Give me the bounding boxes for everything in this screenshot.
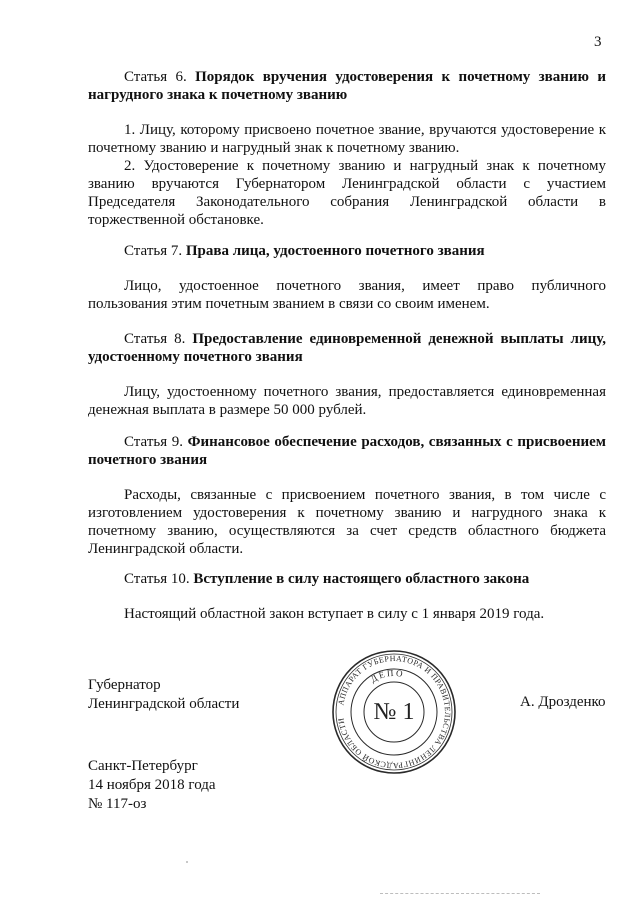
article-6-paragraph-1: 1. Лицу, которому присвоено почетное звание, вручаются удостоверение к почетному званию и нагрудный знак к почетному званию. bbox=[88, 122, 606, 156]
article-6-title bbox=[88, 68, 606, 104]
document-date: 14 ноября 2018 года bbox=[88, 777, 216, 793]
article-7-paragraph-1: Лицо, удостоенное почетного звания, имеет право публичного пользования этим почетным званием в связи со своим именем. bbox=[88, 278, 606, 312]
article-8-name: Предоставление единовременной денежной выплаты лицу, удостоенному почетного звания bbox=[88, 331, 606, 365]
signature-position bbox=[88, 676, 239, 714]
article-7-title bbox=[88, 242, 606, 260]
stamp-ring-textpath: АППАРАТ ГУБЕРНАТОРА И ПРАВИТЕЛЬСТВА ЛЕНИНГРАДСКОЙ ОБЛАСТИ bbox=[336, 653, 453, 771]
official-stamp bbox=[331, 649, 457, 775]
stamp-number: № 1 bbox=[373, 698, 415, 725]
article-8-title bbox=[88, 330, 606, 366]
article-6-label: Статья 6. bbox=[124, 69, 187, 85]
document-number: № 117-оз bbox=[88, 796, 147, 812]
article-7-name: Права лица, удостоенного почетного звания bbox=[185, 243, 485, 259]
article-10-name: Вступление в силу настоящего областного закона bbox=[193, 571, 530, 587]
article-10-paragraph-1: Настоящий областной закон вступает в силу с 1 января 2019 года. bbox=[124, 606, 545, 622]
city: Санкт-Петербург bbox=[88, 758, 198, 774]
article-8 bbox=[88, 330, 606, 419]
signature-position-line-1: Губернатор bbox=[88, 677, 161, 693]
scan-edge-line bbox=[380, 893, 540, 895]
stamp-inner-textpath: ДЕПО bbox=[368, 667, 406, 685]
signer-name: А. Дрозденко bbox=[520, 694, 606, 710]
place-date-block bbox=[88, 757, 216, 814]
article-10-title bbox=[88, 570, 606, 588]
signature-position-line-2: Ленинградской области bbox=[88, 696, 240, 712]
article-9-label: Статья 9. bbox=[124, 434, 183, 450]
article-10 bbox=[88, 570, 606, 623]
article-8-label: Статья 8. bbox=[124, 331, 186, 347]
article-9-paragraph-1: Расходы, связанные с присвоением почетного звания, в том числе с изготовлением удостоверения к почетному званию и нагрудного знака к почетному званию, осуществляются за счет средств областного бюджета Ленинградской области. bbox=[88, 487, 606, 557]
article-6-paragraph-2: 2. Удостоверение к почетному званию и нагрудный знак к почетному званию вручаются Губернатором Ленинградской области с участием Председателя Законодательного собрания Ленинградской области в торжественной обстановке. bbox=[88, 158, 606, 228]
scan-speck bbox=[186, 861, 188, 863]
article-8-paragraph-1: Лицу, удостоенному почетного звания, предоставляется единовременная денежная выплата в размере 50 000 рублей. bbox=[88, 384, 606, 418]
article-7-label: Статья 7. bbox=[124, 243, 183, 259]
article-9-title bbox=[88, 433, 606, 469]
article-10-label: Статья 10. bbox=[124, 571, 190, 587]
article-6 bbox=[88, 68, 606, 229]
article-7 bbox=[88, 242, 606, 313]
page-number: 3 bbox=[594, 34, 602, 50]
article-9-name: Финансовое обеспечение расходов, связанных с присвоением почетного звания bbox=[88, 434, 606, 468]
article-6-name: Порядок вручения удостоверения к почетному званию и нагрудного знака к почетному званию bbox=[88, 69, 607, 103]
article-9 bbox=[88, 433, 606, 558]
